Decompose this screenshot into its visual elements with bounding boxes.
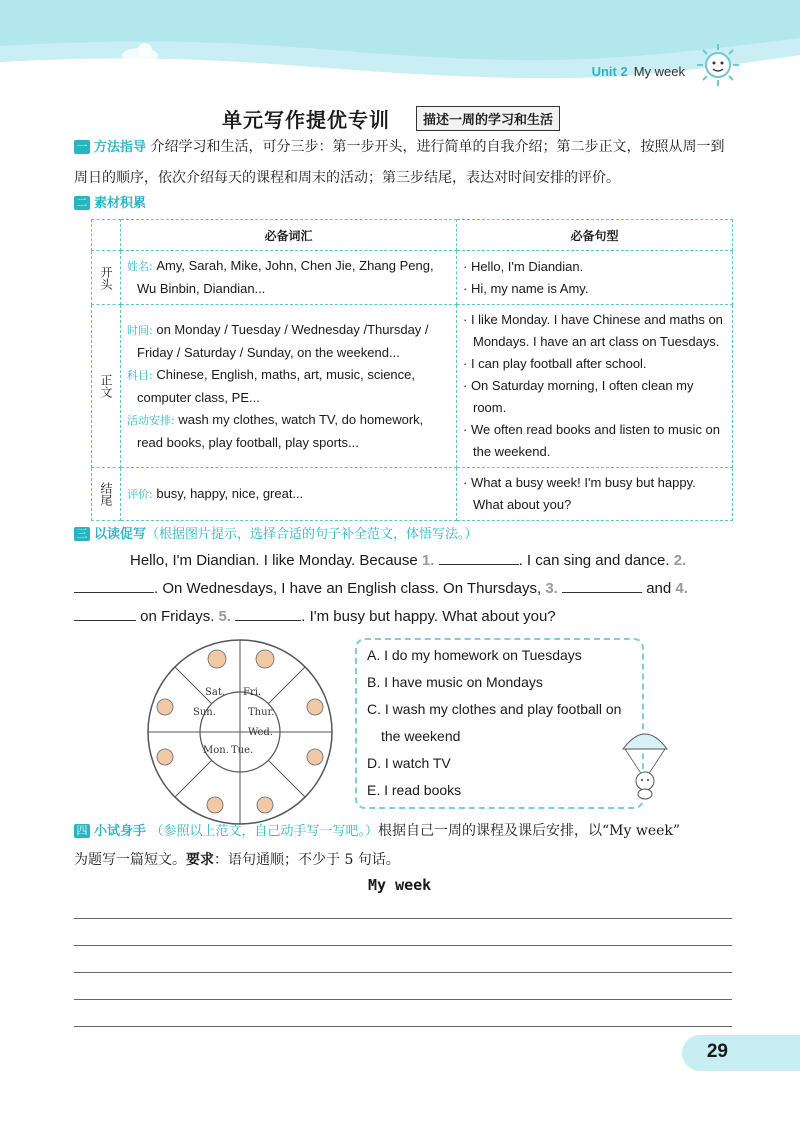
sentence: · What a busy week! I'm busy but happy. What about you? — [463, 475, 696, 512]
section-title: 方法指导 — [94, 140, 147, 155]
vocab-tag: 姓名: — [127, 260, 153, 273]
wheel-day-label: Thur. — [248, 707, 275, 718]
section-number: 四 — [74, 824, 90, 838]
section-text: 介绍学习和生活，可分三步：第一步开头，进行简单的自我介绍；第二步正文，按照从周一到周日的顺序，依次介绍每天的课程和周末的活动；第三步结尾，表达对时间安排的评价。 — [74, 139, 725, 186]
option-item[interactable]: B. I have music on Mondays — [367, 674, 543, 690]
sentence: · We often read books and listen to music on the weekend. — [463, 422, 721, 459]
wheel-day-label: Fri. — [243, 687, 262, 698]
vocab-text: Amy, Sarah, Mike, John, Chen Jie, Zhang Peng, Wu Binbin, Diandian... — [137, 258, 434, 296]
page-title: 单元写作提优专训 — [222, 108, 390, 132]
writing-line[interactable] — [74, 945, 732, 946]
section-title: 以读促写 — [94, 527, 147, 542]
vocab-cell — [121, 251, 457, 305]
sentence-cell — [457, 305, 733, 468]
passage — [74, 547, 736, 631]
page-number: 29 — [706, 1041, 728, 1062]
wheel-day-label: Sat. — [205, 687, 226, 698]
blank-number: 4. — [675, 580, 688, 597]
writing-line[interactable] — [74, 1026, 732, 1027]
vocab-text: Chinese, English, maths, art, music, science, computer class, PE... — [137, 366, 416, 405]
vocab-tag: 活动安排: — [127, 413, 175, 427]
option-item[interactable]: A. I do my homework on Tuesdays — [367, 647, 582, 663]
options-box — [355, 638, 644, 809]
table-header-vocab: 必备词汇 — [121, 220, 457, 251]
section-read-write-heading — [74, 523, 478, 542]
sentence-cell — [457, 468, 733, 521]
option-item-continued: the weekend — [381, 728, 461, 744]
blank-number: 2. — [673, 552, 687, 569]
vocab-text: busy, happy, nice, great... — [156, 485, 304, 501]
wheel-day-label: Sun. — [193, 707, 216, 718]
blank-3[interactable] — [562, 592, 642, 593]
sentence: · On Saturday morning, I often clean my room. — [463, 378, 694, 415]
section-text: 为题写一篇短文。 — [74, 852, 186, 868]
blank-5[interactable] — [235, 620, 301, 621]
wheel-day-label: Tue. — [231, 745, 254, 756]
unit-topic: My week — [633, 64, 685, 79]
passage-text: on Fridays. — [140, 608, 215, 625]
section-practice — [74, 817, 744, 874]
blank-number: 5. — [218, 608, 232, 625]
writing-line[interactable] — [74, 999, 732, 1000]
vocab-tag: 评价: — [127, 487, 153, 501]
blank-number: 1. — [421, 552, 435, 569]
page-number-tab — [682, 1035, 800, 1071]
vocab-text: on Monday / Tuesday / Wednesday /Thursday / Friday / Saturday / Sunday, on the weekend... — [137, 321, 429, 360]
section-title: 小试身手 — [94, 824, 147, 839]
sentence: · I can play football after school. — [463, 356, 647, 371]
page-subtitle: 描述一周的学习和生活 — [416, 106, 560, 131]
row-label: 正文 — [92, 305, 121, 468]
blank-4[interactable] — [74, 620, 136, 621]
section-method — [74, 132, 736, 193]
vocab-text: wash my clothes, watch TV, do homework, read books, play football, play sports... — [137, 411, 424, 450]
unit-header — [592, 64, 685, 79]
section-instruction: （根据图片提示，选择合适的句子补全范文，体悟写法。） — [146, 527, 478, 542]
unit-number: Unit 2 — [591, 64, 628, 79]
table-header-sentences: 必备句型 — [457, 220, 733, 251]
passage-text: and — [646, 580, 672, 597]
blank-number: 3. — [545, 580, 558, 597]
passage-text: . I'm busy but happy. What about you? — [301, 608, 556, 625]
parachute-mascot-icon — [620, 725, 670, 800]
week-wheel-illustration — [145, 637, 335, 827]
section-number: 三 — [74, 527, 90, 541]
essay-title: My week — [368, 876, 432, 894]
vocab-tag: 时间: — [127, 323, 153, 337]
passage-text: Hello, I'm Diandian. I like Monday. Because — [130, 552, 418, 569]
row-label: 开头 — [92, 251, 121, 305]
sentence: · Hello, I'm Diandian. — [463, 258, 584, 274]
section-text: 根据自己一周的课程及课后安排，以“My week” — [377, 823, 681, 839]
vocab-tag: 科目: — [127, 368, 153, 382]
requirement-label: 要求 — [186, 852, 214, 868]
sun-mascot-icon — [695, 42, 741, 88]
passage-text: . On Wednesdays, I have an English class. On Thursdays, — [154, 580, 542, 597]
blank-1[interactable] — [439, 564, 519, 565]
passage-text: . I can sing and dance. — [518, 552, 670, 569]
sentence-cell — [457, 251, 733, 305]
vocab-cell — [121, 305, 457, 468]
section-number: 一 — [74, 140, 90, 154]
requirement-text: ：语句通顺；不少于 5 句话。 — [214, 852, 400, 868]
option-item[interactable]: C. I wash my clothes and play football on — [367, 701, 622, 717]
sentence: · I like Monday. I have Chinese and maths on Mondays. I have an art class on Tuesdays. — [463, 312, 723, 349]
section-hint: （参照以上范文，自己动手写一写吧。） — [150, 824, 378, 839]
section-materials-heading — [74, 192, 146, 211]
vocab-cell — [121, 468, 457, 521]
wheel-day-label: Mon. — [203, 745, 229, 756]
section-title: 素材积累 — [94, 196, 147, 211]
option-item[interactable]: D. I watch TV — [367, 755, 451, 771]
row-label: 结尾 — [92, 468, 121, 521]
blank-2[interactable] — [74, 592, 154, 593]
cloud-icon — [115, 38, 165, 68]
writing-line[interactable] — [74, 918, 732, 919]
section-number: 二 — [74, 196, 90, 210]
writing-line[interactable] — [74, 972, 732, 973]
sentence: · Hi, my name is Amy. — [463, 280, 589, 296]
option-item[interactable]: E. I read books — [367, 782, 462, 798]
materials-table — [91, 219, 733, 521]
wheel-day-label: Wed. — [248, 727, 273, 738]
